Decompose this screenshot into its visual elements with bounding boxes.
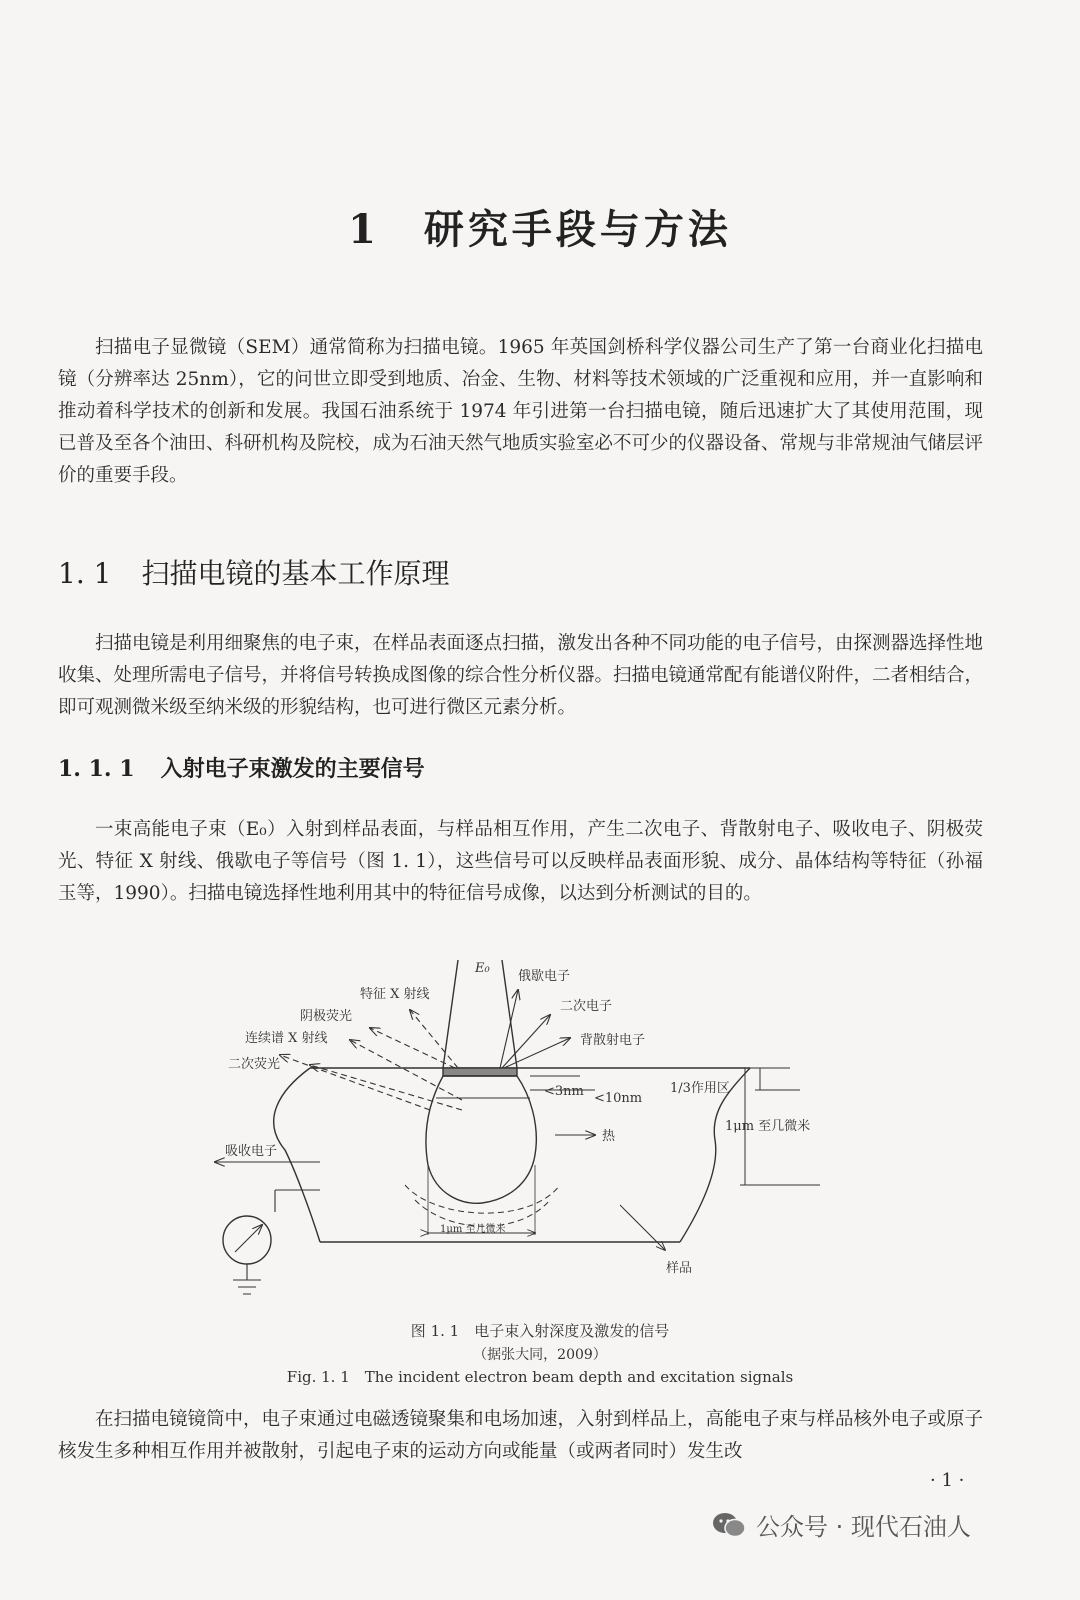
subsection-paragraph: 一束高能电子束（E₀）入射到样品表面，与样品相互作用，产生二次电子、背散射电子、吸收电子、阴极荧光、特征 X 射线、俄歇电子等信号（图 1. 1），这些信号可以反映样品表面形貌、成分、晶体结构等特征（孙福玉等，1990）。扫描电镜选择性地利用其中的特征信号成像，以达到分析测试的目的。	[58, 819, 983, 904]
continuation-paragraph: 在扫描电镜镜筒中，电子束通过电磁透镜聚集和电场加速，入射到样品上，高能电子束与样品核外电子或原子核发生多种相互作用并被散射，引起电子束的运动方向或能量（或两者同时）发生改	[58, 1409, 984, 1462]
label-sample: 样品	[666, 1261, 693, 1276]
section-number: 1. 1	[58, 557, 112, 590]
label-backscatter: 背散射电子	[580, 1033, 646, 1048]
label-width: 1μm 至几微米	[440, 1224, 506, 1235]
subsection-heading	[58, 752, 425, 783]
watermark	[712, 1507, 971, 1542]
figure-caption-en: Fig. 1. 1 The incident electron beam depth and excitation signals	[286, 1368, 794, 1386]
wechat-icon	[712, 1511, 746, 1539]
label-heat: 热	[602, 1129, 616, 1144]
figure-caption-source: （据张大同，2009）	[473, 1347, 607, 1363]
figure-electron-beam-diagram	[200, 950, 840, 1310]
beam-spot	[443, 1068, 517, 1076]
label-absorbed: 吸收电子	[225, 1144, 278, 1159]
label-e0: E₀	[475, 961, 490, 976]
label-fluorescence: 二次荧光	[228, 1057, 281, 1072]
label-third-zone: 1/3作用区	[670, 1081, 730, 1096]
label-3nm: <3nm	[544, 1084, 584, 1099]
label-secondary: 二次电子	[560, 999, 613, 1014]
section-heading	[58, 552, 449, 592]
watermark-text: 公众号 · 现代石油人	[756, 1513, 971, 1541]
subsection-title: 入射电子束激发的主要信号	[160, 756, 425, 782]
label-cathodo: 阴极荧光	[300, 1009, 353, 1024]
label-depth: 1μm 至几微米	[725, 1119, 811, 1134]
subsection-number: 1. 1. 1	[58, 756, 135, 782]
label-continuum: 连续谱 X 射线	[245, 1031, 328, 1046]
figure-caption-cn: 图 1. 1 电子束入射深度及激发的信号	[410, 1322, 670, 1340]
label-auger: 俄歇电子	[518, 969, 571, 984]
sample-left-edge	[274, 1068, 320, 1242]
diagram-svg	[200, 950, 840, 1310]
page-number: · 1 ·	[930, 1470, 965, 1491]
label-10nm: <10nm	[594, 1091, 643, 1106]
interaction-volume	[426, 1076, 536, 1203]
chapter-title: 1 研究手段与方法	[348, 206, 732, 253]
section-title: 扫描电镜的基本工作原理	[141, 557, 450, 590]
label-xray: 特征 X 射线	[360, 987, 430, 1002]
intro-paragraph: 扫描电子显微镜（SEM）通常简称为扫描电镜。1965 年英国剑桥科学仪器公司生产了第一台商业化扫描电镜（分辨率达 25nm），它的问世立即受到地质、冶金、生物、材料等技术领域的广泛重视和应用，并一直影响和推动着科学技术的创新和发展。我国石油系统于 1974 年引进第一台扫描电镜，随后迅速扩大了其使用范围，现已普及至各个油田、科研机构及院校，成为石油天然气地质实验室必不可少的仪器设备、常规与非常规油气储层评价的重要手段。	[58, 337, 984, 486]
section-paragraph: 扫描电镜是利用细聚焦的电子束，在样品表面逐点扫描，激发出各种不同功能的电子信号，由探测器选择性地收集、处理所需电子信号，并将信号转换成图像的综合性分析仪器。扫描电镜通常配有能谱仪附件，二者相结合，即可观测微米级至纳米级的形貌结构，也可进行微区元素分析。	[58, 633, 984, 718]
